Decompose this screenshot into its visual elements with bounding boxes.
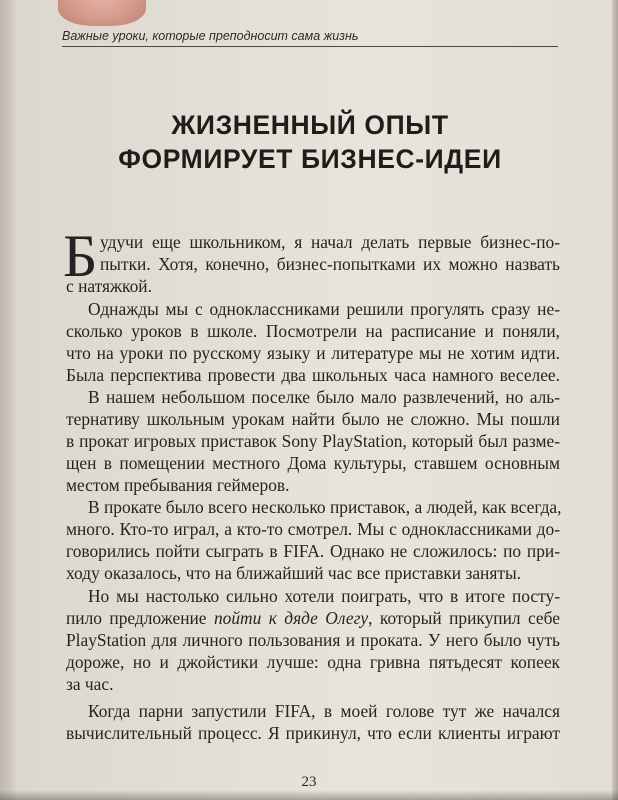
text-line: PlayStation для личного пользования и проката. У него было чуть <box>66 630 560 650</box>
text-line: Была перспектива провести два школьных часа намного веселее. <box>66 365 560 385</box>
text-line: сколько уроков в школе. Посмотрели на расписание и поняли, <box>66 321 560 341</box>
chapter-title <box>60 108 560 176</box>
text-line: с натяжкой. <box>66 276 152 296</box>
text-line: местом пребывания геймеров. <box>66 475 290 495</box>
text-line: ходу оказалось, что на ближайший час все приставки заняты. <box>66 563 521 583</box>
title-line-1: ЖИЗНЕННЫЙ ОПЫТ <box>171 110 449 140</box>
text-line: говорились пойти сыграть в FIFA. Однако не сложилось: по при- <box>66 541 560 561</box>
text-line: щен в помещении местного Дома культуры, ставшем основным <box>66 453 560 473</box>
text-span: , который прикупил себе <box>368 608 560 628</box>
text-line: Но мы настолько сильно хотели поиграть, что в итоге посту- <box>88 586 560 606</box>
running-head: Важные уроки, которые преподносит сама жизнь <box>62 29 359 43</box>
drop-cap: Б <box>63 223 98 289</box>
text-line: удучи еще школьником, я начал делать первые бизнес-по- <box>100 232 560 252</box>
title-line-2: ФОРМИРУЕТ БИЗНЕС-ИДЕИ <box>118 144 502 174</box>
header-rule <box>62 46 558 47</box>
text-line: за час. <box>66 674 114 694</box>
text-span: пило предложение <box>66 608 214 628</box>
page-number: 23 <box>301 774 317 790</box>
text-line: вычислительный процесс. Я прикинул, что если клиенты играют <box>66 723 560 743</box>
text-line: что на уроки по русскому языку и литературе мы не хотим идти. <box>66 343 560 363</box>
italic-phrase: пойти к дяде Олегу <box>213 608 369 628</box>
text-line: В нашем небольшом поселке было мало развлечений, но аль- <box>88 387 560 407</box>
text-line: тернативу школьным урокам найти было не сложно. Мы пошли <box>66 409 560 429</box>
finger-thumb <box>58 0 146 26</box>
text-line: пытки. Хотя, конечно, бизнес-попытками их можно назвать <box>100 254 560 274</box>
text-line: Когда парни запустили FIFA, в моей голове тут же начался <box>88 701 560 721</box>
text-line: Однажды мы с одноклассниками решили прогулять сразу не- <box>88 299 560 319</box>
text-line: много. Кто-то играл, а кто-то смотрел. Мы с одноклассниками до- <box>66 519 560 539</box>
text-line: дороже, но и джойстики лучше: одна гривна пятьдесят копеек <box>66 652 560 672</box>
text-line: в прокат игровых приставок Sony PlayStation, который был разме- <box>66 431 560 451</box>
text-line <box>66 607 560 629</box>
text-line: В прокате было всего несколько приставок, а людей, как всегда, <box>88 497 562 517</box>
page-edge <box>612 0 618 800</box>
page-bottom-shadow <box>0 790 618 800</box>
